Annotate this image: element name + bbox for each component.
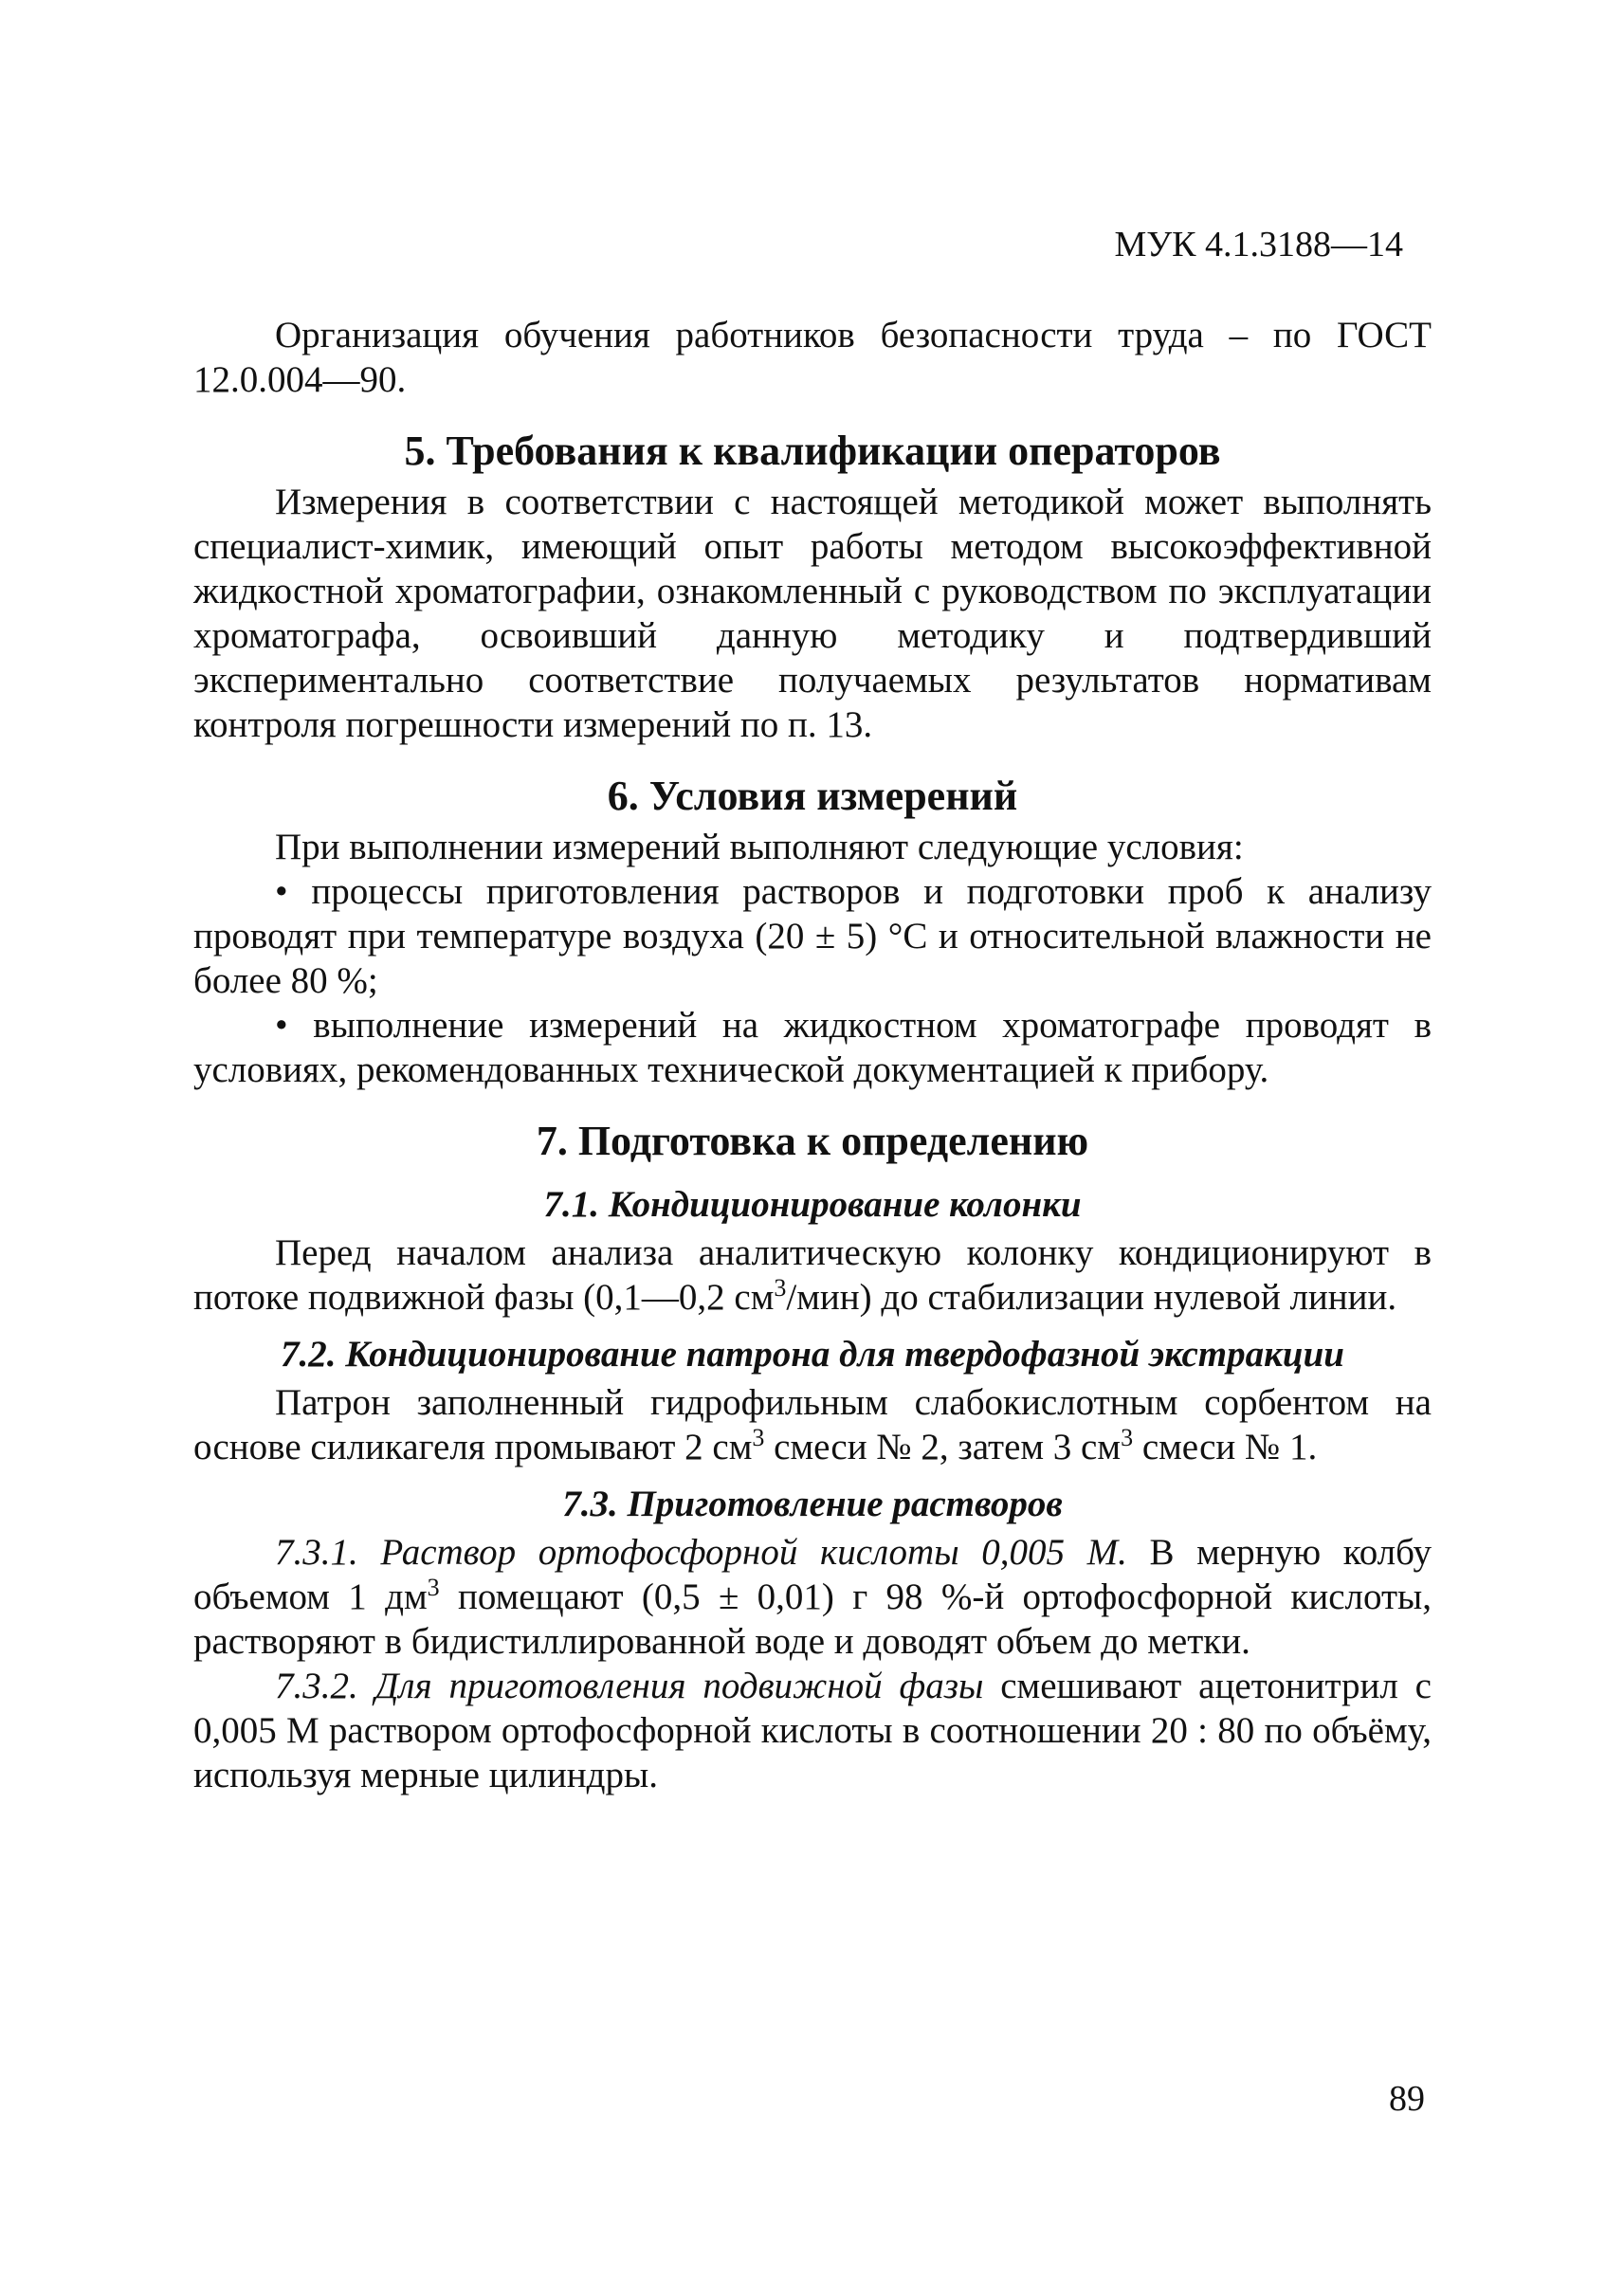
subsection-7-3-heading: 7.3. Приготовление растворов xyxy=(562,1484,1063,1524)
subsection-7-1-paragraph: Перед началом анализа аналитическую колонку кондиционируют в потоке подвижной фазы (0,1—0,2 $см^3/мин$) до стабилизации нулевой линии. xyxy=(193,1232,1432,1318)
section-6-lead: При выполнении измерений выполняют следующие условия: xyxy=(275,827,1244,867)
section-7-heading: 7. Подготовка к определению xyxy=(536,1118,1089,1164)
page-content xyxy=(193,313,1432,1797)
section-6-bullet-2: • выполнение измерений на жидкостном хроматографе проводят в условиях, рекомендованных технической документацией к прибору. xyxy=(193,1005,1432,1090)
intro-paragraph: Организация обучения работников безопасности труда – по ГОСТ 12.0.004—90. xyxy=(193,315,1432,400)
subsection-7-2-heading: 7.2. Кондиционирование патрона для твердофазной экстракции xyxy=(281,1334,1344,1375)
document-code: МУК 4.1.3188—14 xyxy=(1114,225,1403,264)
subsection-7-2-paragraph: Патрон заполненный гидрофильным слабокислотным сорбентом на основе силикагеля промывают 2 $см^3$ смеси № 2, затем 3 $см^3$ смеси № 1. xyxy=(193,1382,1432,1467)
subsection-7-3-2-paragraph: 7.3.2. Для приготовления подвижной фазы смешивают ацетонитрил с 0,005 М раствором ортофосфорной кислоты в соотношении 20 : 80 по объёму, используя мерные цилиндры. xyxy=(193,1666,1432,1795)
section-5-paragraph: Измерения в соответствии с настоящей методикой может выполнять специалист-химик, имеющий опыт работы методом высокоэффективной жидкостной хроматографии, ознакомленный с руководством по эксплуатации хроматографа, освоивший данную методику и подтвердивший экспериментально соответствие получаемых результатов нормативам контроля погрешности измерений по п. 13. xyxy=(193,482,1432,745)
section-6-heading: 6. Условия измерений xyxy=(607,773,1018,819)
subsection-7-3-1-paragraph: 7.3.1. Раствор ортофосфорной кислоты 0,005 М. В мерную колбу объемом 1 $дм^3$ помещают (0,5 ± 0,01) г 98 %-й ортофосфорной кислоты, растворяют в бидистиллированной воде и доводят объем до метки. xyxy=(193,1532,1432,1662)
section-5-heading: 5. Требования к квалификации операторов xyxy=(404,428,1221,474)
section-6-bullet-1: • процессы приготовления растворов и подготовки проб к анализу проводят при температуре воздуха (20 ± 5) °С и относительной влажности не более 80 %; xyxy=(193,871,1432,1001)
subsection-7-1-heading: 7.1. Кондиционирование колонки xyxy=(543,1184,1082,1225)
page-number: 89 xyxy=(1389,2079,1425,2119)
